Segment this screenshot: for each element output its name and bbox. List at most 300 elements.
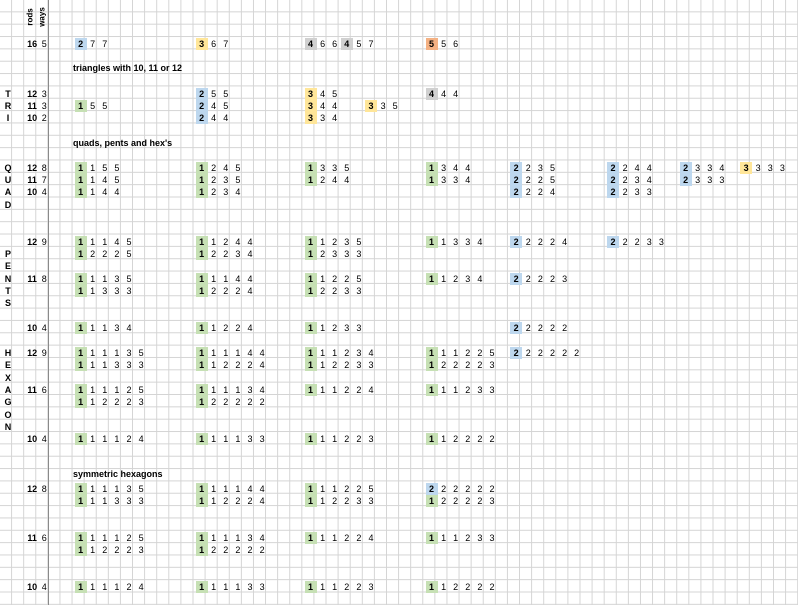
side-letter-hexagon: A — [4, 384, 12, 395]
combo-lead-value: 1 — [75, 174, 87, 186]
combo-value: 1 — [441, 582, 447, 593]
combo-value: 4 — [465, 162, 471, 173]
combo-value: 3 — [247, 533, 253, 543]
combo-value: 3 — [767, 162, 773, 173]
combo-value: 3 — [465, 236, 471, 247]
combo-value: 2 — [634, 236, 640, 247]
combo-lead-value: 1 — [305, 581, 317, 593]
combo-value: 2 — [453, 582, 459, 593]
combo-value: 4 — [247, 273, 253, 284]
combo-value: 4 — [211, 100, 217, 111]
combo-lead-value: 2 — [196, 112, 208, 124]
combo-value: 2 — [537, 236, 543, 247]
combo-value: 3 — [114, 273, 120, 284]
combo-value: 2 — [622, 174, 628, 185]
combo-value: 5 — [356, 39, 362, 49]
combo-value: 1 — [223, 533, 229, 543]
combo-lead-value: 2 — [510, 174, 522, 186]
combo-value: 3 — [344, 236, 350, 247]
combo-value: 3 — [356, 496, 362, 506]
combo-lead-value: 1 — [75, 581, 87, 593]
combo-value: 1 — [223, 434, 229, 445]
combo-value: 2 — [332, 273, 338, 284]
combo-value: 3 — [380, 100, 386, 111]
combo-value: 2 — [622, 162, 628, 173]
combo-value: 2 — [537, 323, 543, 334]
combo-value: 3 — [562, 273, 568, 284]
combo-value: 2 — [211, 397, 217, 408]
combo-value: 3 — [368, 360, 374, 371]
combo-value: 2 — [453, 483, 459, 494]
combo-value: 2 — [537, 174, 543, 185]
combo-value: 1 — [332, 347, 338, 358]
combo-lead-value: 1 — [196, 186, 208, 198]
combo-value: 2 — [332, 236, 338, 247]
combo-value: 6 — [453, 39, 459, 49]
combo-value: 2 — [562, 323, 568, 334]
combo-lead-value: 3 — [196, 38, 208, 50]
combo-value: 5 — [235, 162, 241, 173]
combo-value: 4 — [247, 249, 253, 259]
combo-value: 2 — [477, 483, 483, 494]
combo-value: 2 — [465, 434, 471, 445]
combo-value: 5 — [332, 88, 338, 99]
combo-value: 3 — [719, 174, 725, 185]
combo-lead-value: 1 — [426, 495, 438, 507]
combo-value: 1 — [102, 360, 108, 371]
combo-value: 1 — [441, 533, 447, 543]
combo-lead-value: 4 — [426, 88, 438, 100]
combo-value: 1 — [320, 236, 326, 247]
combo-value: 4 — [477, 273, 483, 284]
combo-value: 2 — [453, 434, 459, 445]
combo-lead-value: 2 — [680, 174, 692, 186]
combo-lead-value: 1 — [75, 544, 87, 556]
combo-value: 3 — [634, 174, 640, 185]
combo-value: 5 — [114, 162, 120, 173]
combo-lead-value: 3 — [305, 112, 317, 124]
combo-value: 2 — [211, 174, 217, 185]
combo-value: 3 — [489, 496, 495, 506]
combo-value: 3 — [707, 162, 713, 173]
combo-lead-value: 1 — [426, 384, 438, 396]
combo-lead-value: 1 — [196, 581, 208, 593]
combo-value: 2 — [114, 545, 120, 556]
side-letter-hexagon: E — [4, 360, 11, 371]
combo-value: 5 — [138, 384, 144, 395]
combo-value: 1 — [211, 323, 217, 334]
combo-value: 4 — [211, 113, 217, 124]
ways-value: 5 — [41, 39, 47, 49]
combo-value: 1 — [102, 273, 108, 284]
combo-value: 3 — [235, 249, 241, 259]
combo-value: 3 — [114, 496, 120, 506]
combo-value: 3 — [368, 496, 374, 506]
combo-lead-value: 5 — [426, 38, 438, 50]
combo-value: 2 — [356, 533, 362, 543]
combo-lead-value: 1 — [75, 396, 87, 408]
combo-lead-value: 1 — [305, 483, 317, 495]
combo-value: 4 — [259, 384, 265, 395]
rods-value: 10 — [27, 434, 38, 445]
combo-value: 2 — [235, 360, 241, 371]
side-letter-tri: T — [5, 88, 11, 99]
rods-value: 11 — [27, 100, 37, 111]
combo-value: 2 — [537, 347, 543, 358]
combo-value: 2 — [344, 483, 350, 494]
combo-value: 2 — [477, 360, 483, 371]
combo-value: 2 — [477, 347, 483, 358]
combo-value: 2 — [247, 496, 253, 506]
ways-value: 6 — [41, 384, 47, 395]
combo-value: 3 — [368, 582, 374, 593]
combo-value: 3 — [259, 582, 265, 593]
combo-lead-value: 1 — [426, 359, 438, 371]
combo-value: 1 — [211, 360, 217, 371]
combo-value: 1 — [211, 533, 217, 543]
ways-value: 3 — [41, 100, 47, 111]
combo-value: 1 — [102, 483, 108, 494]
combo-value: 2 — [622, 236, 628, 247]
combo-lead-value: 1 — [196, 236, 208, 248]
side-letter-hexagon: X — [4, 372, 11, 383]
combo-lead-value: 3 — [305, 100, 317, 112]
combo-value: 2 — [477, 496, 483, 506]
combo-lead-value: 1 — [305, 236, 317, 248]
side-letter-quad: Q — [4, 162, 12, 173]
combo-value: 1 — [90, 236, 96, 247]
combo-value: 3 — [356, 249, 362, 259]
combo-value: 2 — [223, 397, 229, 408]
combo-value: 3 — [755, 162, 761, 173]
combo-lead-value: 2 — [510, 322, 522, 334]
combo-value: 3 — [320, 162, 326, 173]
combo-value: 5 — [549, 162, 555, 173]
combo-lead-value: 1 — [75, 532, 87, 544]
combo-value: 1 — [211, 496, 217, 506]
combo-value: 2 — [344, 384, 350, 395]
combo-value: 3 — [368, 434, 374, 445]
section-label-triangles: triangles with 10, 11 or 12 — [73, 63, 183, 73]
combo-value: 3 — [138, 360, 144, 371]
combo-value: 2 — [356, 483, 362, 494]
combo-value: 2 — [102, 249, 108, 259]
combo-value: 4 — [646, 174, 652, 185]
combo-value: 1 — [441, 434, 447, 445]
combo-lead-value: 2 — [510, 273, 522, 285]
combo-value: 4 — [562, 236, 568, 247]
combo-lead-value: 2 — [510, 162, 522, 174]
combo-lead-value: 3 — [365, 100, 377, 112]
combo-value: 1 — [320, 360, 326, 371]
combo-value: 2 — [235, 286, 241, 297]
combo-lead-value: 2 — [607, 174, 619, 186]
combo-value: 1 — [320, 582, 326, 593]
combo-value: 3 — [695, 162, 701, 173]
combo-value: 3 — [126, 347, 132, 358]
combo-value: 4 — [259, 533, 265, 543]
side-letter-quad: U — [4, 174, 12, 185]
combo-value: 2 — [114, 249, 120, 259]
combo-value: 2 — [465, 384, 471, 395]
ways-value: 4 — [41, 434, 47, 445]
combo-value: 4 — [549, 187, 555, 198]
combo-value: 1 — [453, 347, 459, 358]
combo-value: 2 — [126, 533, 132, 543]
combo-value: 2 — [477, 434, 483, 445]
combo-value: 2 — [223, 323, 229, 334]
combo-value: 2 — [332, 360, 338, 371]
combo-value: 1 — [102, 384, 108, 395]
combo-value: 1 — [90, 384, 96, 395]
combo-value: 3 — [126, 496, 132, 506]
combo-value: 2 — [537, 187, 543, 198]
combo-value: 3 — [453, 174, 459, 185]
combo-value: 1 — [441, 273, 447, 284]
rods-value: 11 — [27, 174, 37, 185]
combo-value: 3 — [477, 533, 483, 543]
combo-value: 4 — [247, 286, 253, 297]
combo-value: 2 — [549, 273, 555, 284]
combo-value: 2 — [356, 384, 362, 395]
combo-value: 3 — [646, 236, 652, 247]
combo-value: 2 — [211, 286, 217, 297]
combo-value: 2 — [441, 496, 447, 506]
combo-lead-value: 1 — [305, 273, 317, 285]
combo-value: 3 — [707, 174, 713, 185]
combo-value: 1 — [114, 347, 120, 358]
header-rods — [24, 2, 36, 32]
combo-value: 3 — [441, 162, 447, 173]
combo-value: 3 — [344, 323, 350, 334]
combo-value: 1 — [235, 533, 241, 543]
combo-value: 5 — [235, 174, 241, 185]
combo-value: 3 — [126, 360, 132, 371]
combo-value: 4 — [247, 236, 253, 247]
combo-value: 6 — [320, 39, 326, 49]
rods-value: 11 — [27, 273, 37, 284]
combo-lead-value: 1 — [305, 322, 317, 334]
combo-value: 4 — [634, 162, 640, 173]
combo-value: 2 — [344, 434, 350, 445]
header-ways-text: ways — [37, 7, 47, 27]
combo-lead-value: 1 — [196, 322, 208, 334]
combo-value: 1 — [441, 236, 447, 247]
ways-value: 8 — [41, 273, 47, 284]
combo-value: 6 — [211, 39, 217, 49]
combo-lead-value: 1 — [426, 347, 438, 359]
combo-lead-value: 2 — [510, 236, 522, 248]
combo-value: 4 — [453, 162, 459, 173]
combo-value: 3 — [695, 174, 701, 185]
combo-value: 3 — [489, 360, 495, 371]
combo-value: 2 — [223, 286, 229, 297]
rods-value: 10 — [27, 323, 38, 334]
combo-value: 1 — [102, 533, 108, 543]
combo-value: 4 — [126, 323, 132, 334]
combo-value: 1 — [223, 347, 229, 358]
combo-lead-value: 1 — [305, 359, 317, 371]
combo-value: 1 — [90, 545, 96, 556]
combo-lead-value: 1 — [196, 433, 208, 445]
combo-lead-value: 1 — [305, 248, 317, 260]
combo-value: 2 — [235, 397, 241, 408]
combo-value: 1 — [332, 533, 338, 543]
rods-value: 12 — [27, 483, 38, 494]
combo-value: 4 — [223, 113, 229, 124]
combo-value: 2 — [453, 496, 459, 506]
combo-value: 2 — [525, 187, 531, 198]
combo-value: 1 — [332, 434, 338, 445]
combo-lead-value: 1 — [75, 100, 87, 112]
combo-value: 3 — [779, 162, 785, 173]
combo-lead-value: 1 — [305, 162, 317, 174]
combo-value: 2 — [465, 496, 471, 506]
combo-lead-value: 2 — [607, 162, 619, 174]
combo-value: 1 — [320, 384, 326, 395]
combo-value: 4 — [719, 162, 725, 173]
combo-value: 1 — [114, 533, 120, 543]
combo-value: 3 — [126, 286, 132, 297]
combo-value: 2 — [259, 545, 265, 556]
combo-value: 3 — [247, 384, 253, 395]
combo-value: 2 — [537, 273, 543, 284]
combo-value: 2 — [344, 496, 350, 506]
combo-value: 2 — [344, 273, 350, 284]
combo-value: 1 — [211, 236, 217, 247]
combo-value: 3 — [356, 323, 362, 334]
combo-value: 2 — [574, 347, 580, 358]
combo-value: 1 — [90, 483, 96, 494]
combo-value: 4 — [332, 174, 338, 185]
combo-value: 3 — [114, 360, 120, 371]
combo-value: 2 — [525, 347, 531, 358]
combo-lead-value: 1 — [75, 495, 87, 507]
combo-lead-value: 1 — [75, 285, 87, 297]
rods-value: 10 — [27, 113, 38, 124]
combo-lead-value: 4 — [341, 38, 353, 50]
combo-value: 5 — [102, 162, 108, 173]
combo-value: 2 — [126, 397, 132, 408]
combo-value: 1 — [102, 347, 108, 358]
combo-value: 3 — [646, 187, 652, 198]
combo-value: 2 — [441, 360, 447, 371]
rods-value: 12 — [27, 88, 38, 99]
combo-value: 1 — [320, 483, 326, 494]
combo-lead-value: 1 — [196, 347, 208, 359]
combo-value: 4 — [223, 162, 229, 173]
combo-value: 3 — [344, 286, 350, 297]
combo-lead-value: 1 — [75, 162, 87, 174]
combo-lead-value: 1 — [426, 433, 438, 445]
combo-value: 2 — [90, 249, 96, 259]
combo-value: 1 — [235, 582, 241, 593]
combo-value: 1 — [90, 286, 96, 297]
combo-lead-value: 1 — [196, 162, 208, 174]
combo-lead-value: 1 — [75, 359, 87, 371]
combo-lead-value: 1 — [196, 248, 208, 260]
combo-value: 5 — [126, 249, 132, 259]
combo-value: 5 — [90, 100, 96, 111]
ways-value: 2 — [41, 113, 47, 124]
rods-value: 12 — [27, 347, 38, 358]
combo-value: 2 — [525, 174, 531, 185]
combo-value: 2 — [223, 236, 229, 247]
combo-lead-value: 1 — [305, 433, 317, 445]
combo-value: 5 — [126, 236, 132, 247]
combo-value: 3 — [356, 286, 362, 297]
combo-lead-value: 1 — [196, 544, 208, 556]
combo-value: 2 — [525, 236, 531, 247]
combo-value: 3 — [537, 162, 543, 173]
combo-value: 3 — [489, 384, 495, 395]
combo-value: 5 — [368, 483, 374, 494]
combo-value: 5 — [392, 100, 398, 111]
combo-value: 4 — [477, 236, 483, 247]
combo-value: 2 — [441, 483, 447, 494]
combo-value: 2 — [247, 397, 253, 408]
combo-value: 2 — [223, 360, 229, 371]
combo-lead-value: 2 — [75, 38, 87, 50]
combo-value: 4 — [247, 483, 253, 494]
combo-value: 5 — [223, 88, 229, 99]
combo-value: 3 — [465, 273, 471, 284]
combo-value: 4 — [102, 187, 108, 198]
combo-value: 2 — [549, 347, 555, 358]
combo-value: 2 — [453, 360, 459, 371]
combo-value: 4 — [235, 236, 241, 247]
combo-value: 2 — [211, 162, 217, 173]
combo-lead-value: 2 — [426, 483, 438, 495]
ways-value: 3 — [41, 88, 47, 99]
combo-value: 1 — [90, 323, 96, 334]
combo-value: 3 — [223, 187, 229, 198]
ways-value: 8 — [41, 162, 47, 173]
combo-lead-value: 1 — [196, 396, 208, 408]
combo-value: 3 — [453, 236, 459, 247]
combo-value: 1 — [90, 582, 96, 593]
combo-value: 1 — [235, 384, 241, 395]
ways-value: 6 — [41, 533, 47, 543]
combo-value: 5 — [356, 236, 362, 247]
combo-value: 4 — [235, 187, 241, 198]
combo-value: 2 — [465, 582, 471, 593]
combo-value: 1 — [320, 273, 326, 284]
combo-value: 1 — [320, 533, 326, 543]
combo-value: 2 — [465, 483, 471, 494]
combo-value: 2 — [102, 545, 108, 556]
combo-value: 2 — [211, 187, 217, 198]
combo-value: 2 — [320, 174, 326, 185]
combo-value: 1 — [332, 582, 338, 593]
rods-value: 11 — [27, 384, 37, 395]
combo-lead-value: 2 — [607, 186, 619, 198]
combo-value: 3 — [356, 360, 362, 371]
side-letter-tri: I — [6, 113, 10, 124]
combo-value: 3 — [477, 384, 483, 395]
combo-value: 4 — [138, 582, 144, 593]
side-letter-hexagon: H — [4, 347, 12, 358]
combo-value: 2 — [235, 323, 241, 334]
combo-value: 2 — [320, 286, 326, 297]
combo-lead-value: 1 — [426, 532, 438, 544]
combo-value: 5 — [102, 100, 108, 111]
combo-value: 4 — [646, 162, 652, 173]
combo-lead-value: 2 — [510, 347, 522, 359]
combo-value: 2 — [332, 323, 338, 334]
combo-lead-value: 1 — [75, 433, 87, 445]
header-rods-text: rods — [25, 8, 35, 26]
